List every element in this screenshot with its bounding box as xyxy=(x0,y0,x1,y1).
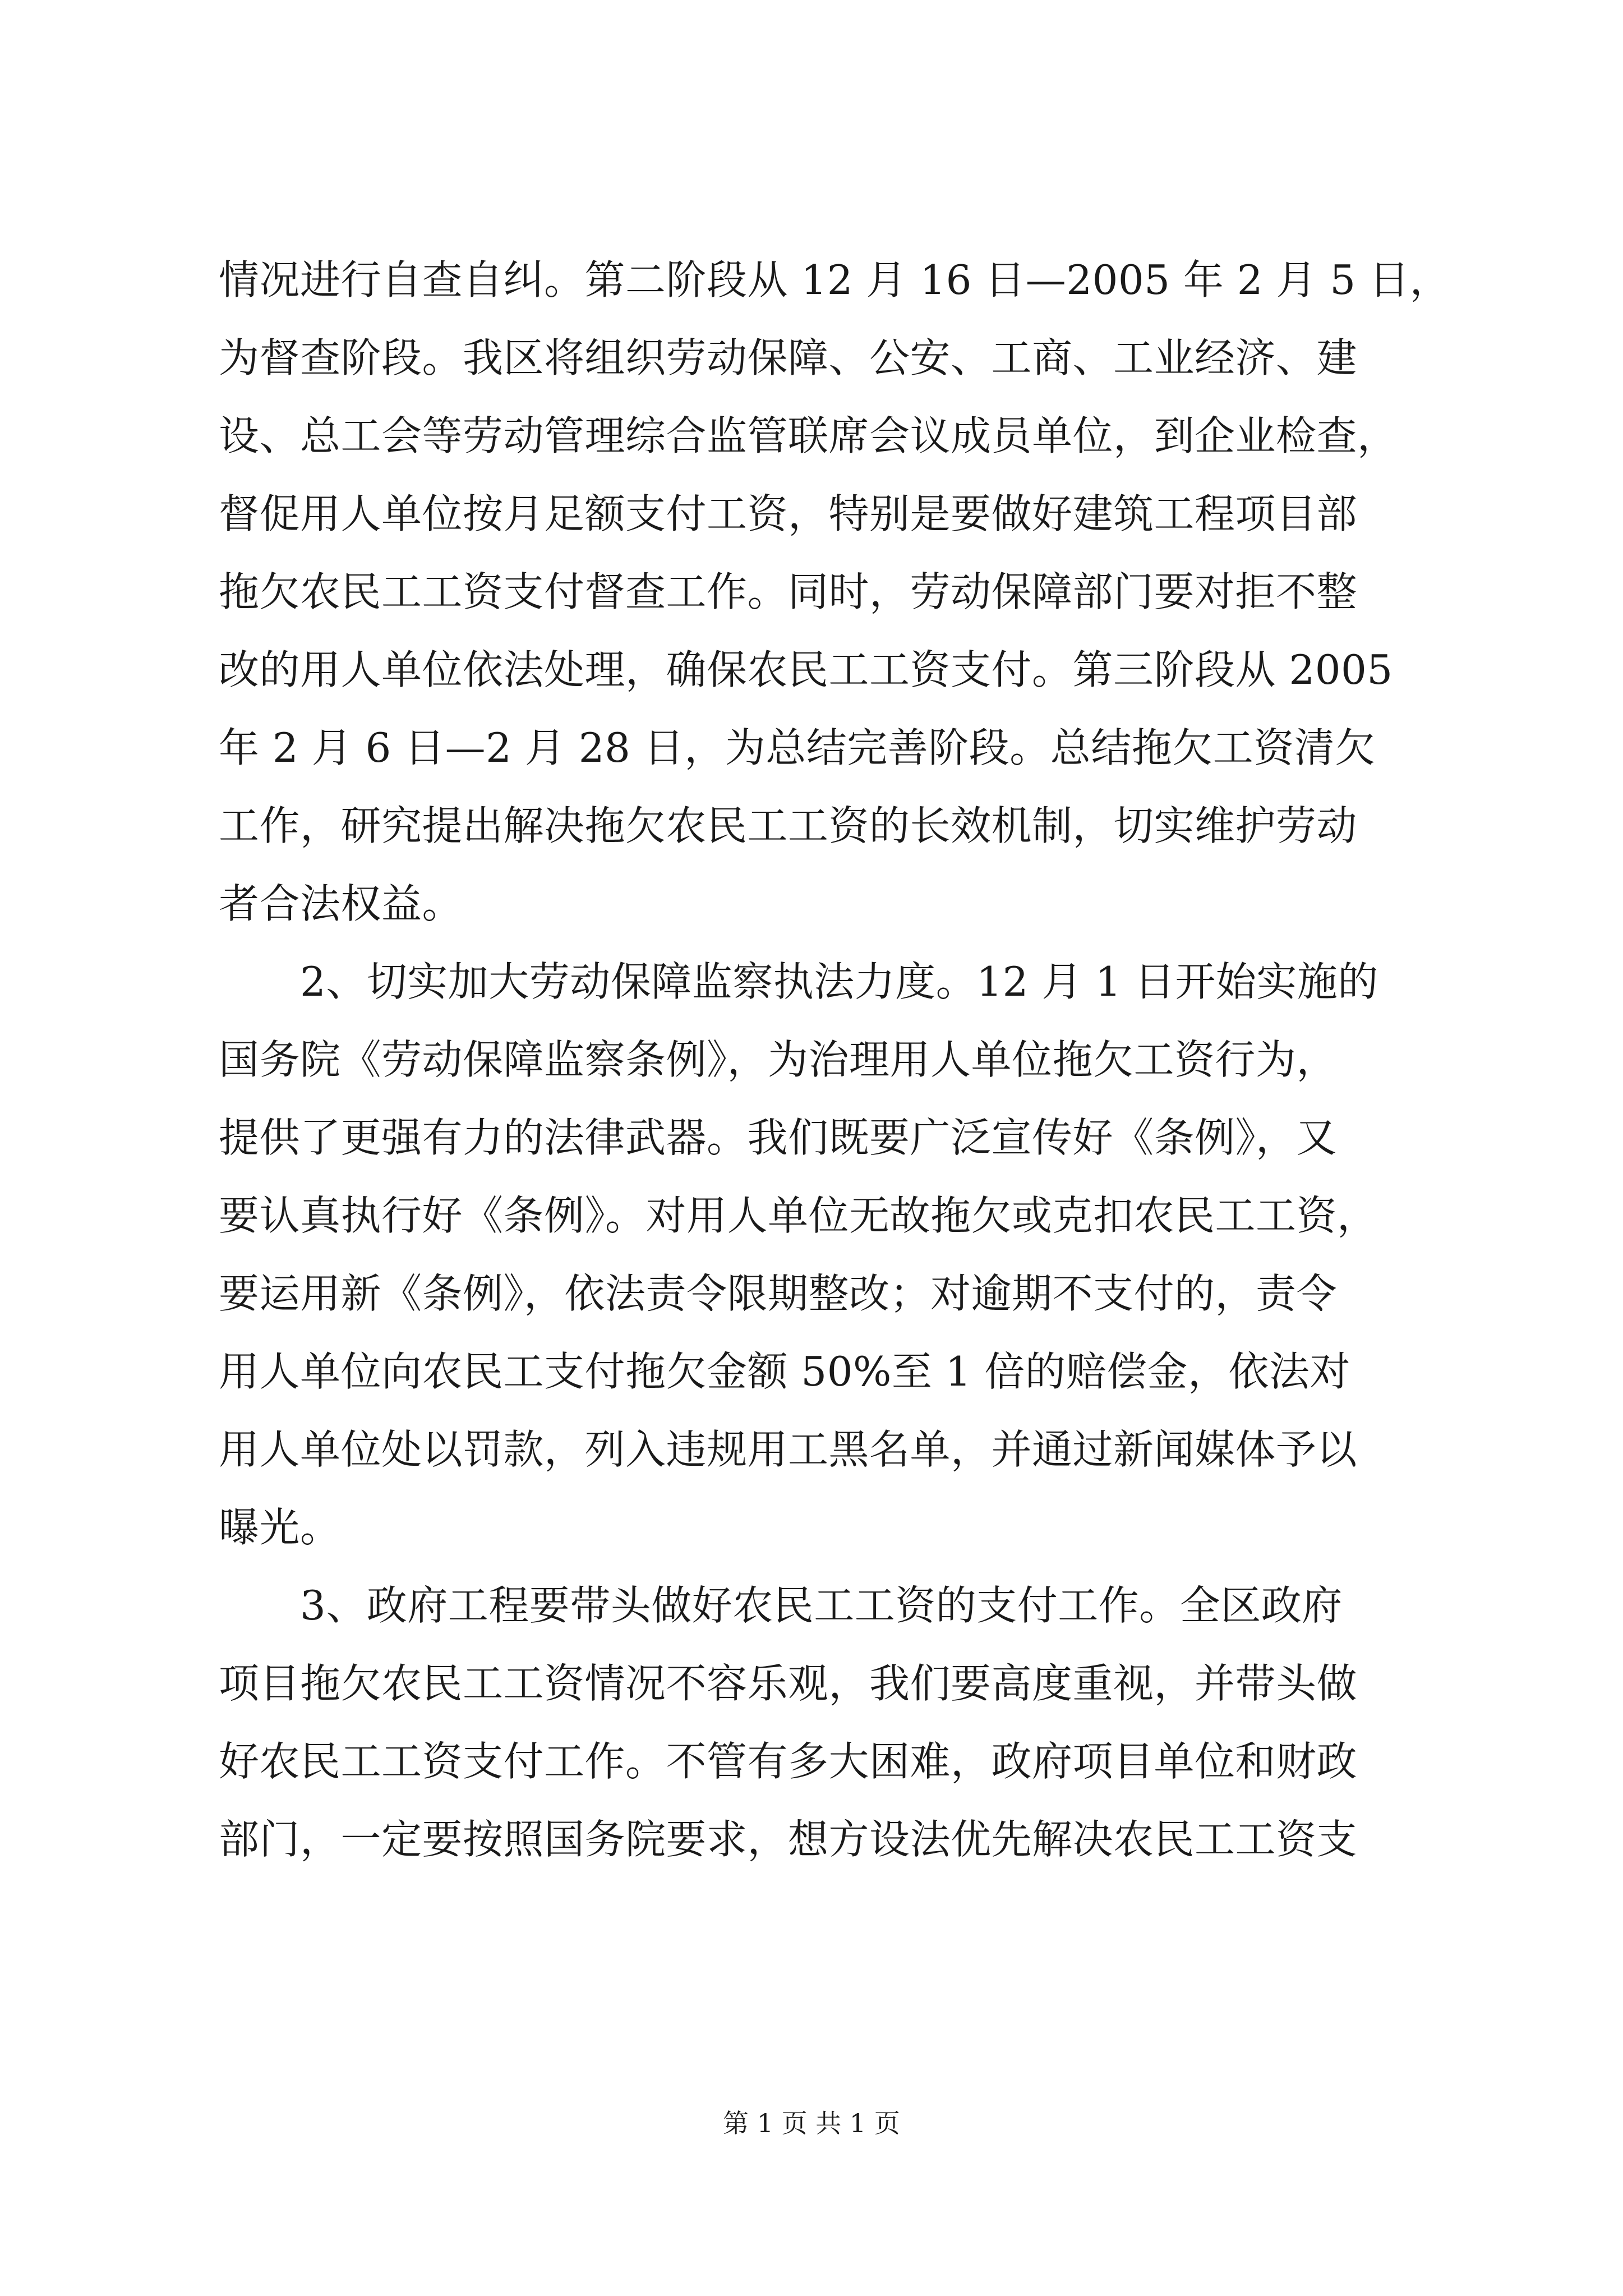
body-line: 年 2 月 6 日—2 月 28 日，为总结完善阶段。总结拖欠工资清欠 xyxy=(219,724,1376,771)
body-line: 项目拖欠农民工工资情况不容乐观，我们要高度重视，并带头做 xyxy=(219,1660,1358,1707)
body-line: 国务院《劳动保障监察条例》，为治理用人单位拖欠工资行为， xyxy=(219,1036,1338,1083)
body-line: 部门，一定要按照国务院要求，想方设法优先解决农民工工资支 xyxy=(219,1816,1358,1863)
body-line: 用人单位向农民工支付拖欠金额 50%至 1 倍的赔偿金，依法对 xyxy=(219,1348,1351,1395)
body-line: 为督查阶段。我区将组织劳动保障、公安、工商、工业经济、建 xyxy=(219,334,1358,381)
body-line: 拖欠农民工工资支付督查工作。同时，劳动保障部门要对拒不整 xyxy=(219,568,1358,615)
body-line: 者合法权益。 xyxy=(219,880,463,927)
body-line: 3、政府工程要带头做好农民工工资的支付工作。全区政府 xyxy=(219,1582,1343,1629)
body-line: 情况进行自查自纠。第二阶段从 12 月 16 日—2005 年 2 月 5 日， xyxy=(219,256,1451,303)
body-line: 要认真执行好《条例》。对用人单位无故拖欠或克扣农民工工资， xyxy=(219,1192,1378,1239)
body-line: 好农民工工资支付工作。不管有多大困难，政府项目单位和财政 xyxy=(219,1738,1358,1785)
body-line: 提供了更强有力的法律武器。我们既要广泛宣传好《条例》，又 xyxy=(219,1114,1338,1161)
body-line: 设、总工会等劳动管理综合监管联席会议成员单位，到企业检查， xyxy=(219,412,1398,459)
page-footer: 第 1 页 共 1 页 xyxy=(723,2108,900,2138)
body-line: 2、切实加大劳动保障监察执法力度。12 月 1 日开始实施的 xyxy=(219,958,1378,1005)
body-line: 改的用人单位依法处理，确保农民工工资支付。第三阶段从 2005 xyxy=(219,646,1393,693)
body-line: 要运用新《条例》，依法责令限期整改；对逾期不支付的，责令 xyxy=(219,1270,1338,1317)
body-line: 用人单位处以罚款，列入违规用工黑名单，并通过新闻媒体予以 xyxy=(219,1426,1358,1473)
body-line: 曝光。 xyxy=(219,1504,341,1551)
body-line: 督促用人单位按月足额支付工资，特别是要做好建筑工程项目部 xyxy=(219,490,1358,537)
document-body xyxy=(219,241,1451,1879)
body-line: 工作，研究提出解决拖欠农民工工资的长效机制，切实维护劳动 xyxy=(219,802,1358,849)
